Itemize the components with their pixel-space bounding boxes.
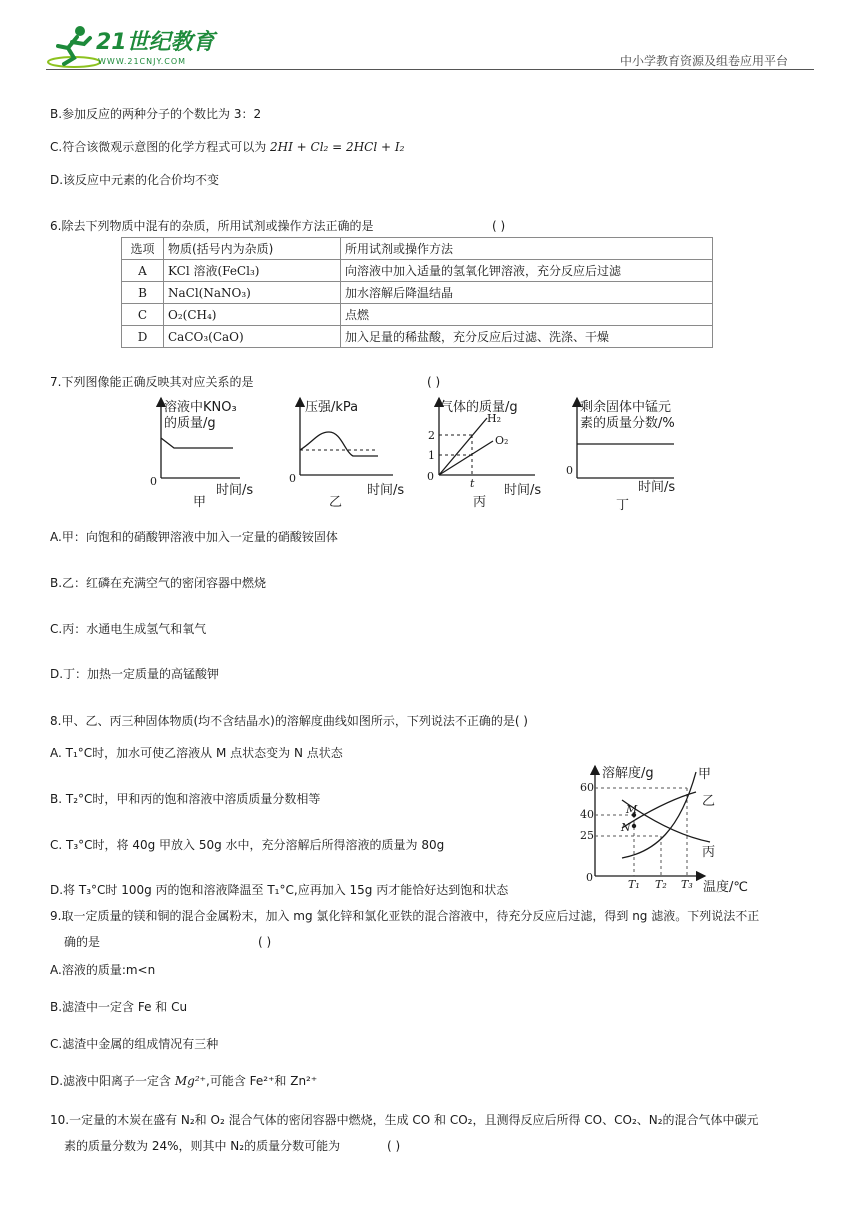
q9-option-d-text: D.滤液中阳离子一定含 (50, 1074, 175, 1088)
graph-caption: 乙 (329, 495, 343, 510)
origin-label: 0 (289, 472, 296, 485)
x-tick-label: T₁ (628, 878, 640, 891)
q8-option-c: C. T₃°C时，将 40g 甲放入 50g 水中，充分溶解后所得溶液的质量为 80g (50, 838, 445, 852)
y-axis-label: 素的质量分数/% (580, 416, 675, 431)
q9-option-c: C.滤渣中金属的组成情况有三种 (50, 1037, 219, 1051)
q7-answer-paren: ( ) (427, 375, 441, 389)
graph-ding (556, 392, 694, 516)
q9-ion: Mg²⁺ (174, 1074, 206, 1088)
x-axis-label: 温度/℃ (703, 880, 748, 895)
table-row (122, 282, 713, 304)
q10-stem-line1: 10.一定量的木炭在盛有 N₂和 O₂ 混合气体的密闭容器中燃烧，生成 CO 和 CO₂，且测得反应后所得 CO、CO₂、N₂的混合气体中碳元 (50, 1113, 759, 1127)
table-header-row (122, 238, 713, 260)
table-header: 所用试剂或操作方法 (341, 238, 713, 260)
q7-option-a: A.甲：向饱和的硝酸钾溶液中加入一定量的硝酸铵固体 (50, 530, 338, 544)
q5-option-d: D.该反应中元素的化合价均不变 (50, 173, 220, 187)
q9-stem-line2: 确的是 (64, 935, 101, 949)
table-cell: 加水溶解后降温结晶 (341, 282, 713, 304)
x-tick-label: T₃ (681, 878, 693, 891)
point-n (632, 824, 636, 828)
runner-logo-icon (44, 22, 104, 70)
y-tick-label: 40 (580, 808, 594, 821)
q9-option-d (50, 1073, 317, 1089)
x-axis-label: 时间/s (367, 483, 405, 498)
logo-url: WWW.21CNJY.COM (98, 57, 187, 66)
series-label: 丙 (702, 845, 716, 860)
table-cell: D (122, 326, 164, 348)
graph-bing (420, 392, 550, 510)
curve (161, 438, 233, 448)
graph-yi (283, 392, 413, 510)
graph-caption: 丙 (473, 495, 487, 510)
series-label: 乙 (702, 794, 716, 809)
series-o2-line (439, 441, 493, 475)
q5-equation: 2HI + Cl₂ = 2HCl + I₂ (270, 140, 405, 154)
origin-label: 0 (150, 475, 157, 488)
table-header: 选项 (122, 238, 164, 260)
point-label: N (621, 821, 631, 834)
graph-jia (140, 392, 255, 510)
y-axis-label: 溶液中KNO₃ (164, 400, 237, 415)
q10-answer-paren: ( ) (387, 1139, 401, 1153)
q9-answer-paren: ( ) (258, 935, 272, 949)
q7-stem: 7.下列图像能正确反映其对应关系的是 (50, 375, 254, 389)
series-label: H₂ (487, 412, 502, 425)
table-cell: C (122, 304, 164, 326)
table-cell: A (122, 260, 164, 282)
x-axis-label: 时间/s (216, 483, 254, 498)
table-row (122, 304, 713, 326)
q8-option-d: D.将 T₃°C时 100g 丙的饱和溶液降温至 T₁°C,应再加入 15g 丙才能恰好达到饱和状态 (50, 883, 509, 897)
point-label: M (626, 803, 638, 816)
table-cell: 点燃 (341, 304, 713, 326)
q8-option-b: B. T₂°C时，甲和丙的饱和溶液中溶质质量分数相等 (50, 792, 321, 806)
table-row (122, 326, 713, 348)
graph-caption: 丁 (616, 498, 630, 513)
q8-stem: 8.甲、乙、丙三种固体物质(均不含结晶水)的溶解度曲线如图所示，下列说法不正确的是( ) (50, 714, 528, 728)
header-divider (46, 69, 814, 70)
table-cell: O₂(CH₄) (164, 304, 341, 326)
q9-option-d-suffix: ,可能含 Fe²⁺和 Zn²⁺ (206, 1074, 318, 1088)
q10-stem-line2: 素的质量分数为 24%，则其中 N₂的质量分数可能为 (64, 1139, 341, 1153)
y-axis-label: 剩余固体中锰元 (580, 400, 672, 415)
q9-option-b: B.滤渣中一定含 Fe 和 Cu (50, 1000, 188, 1014)
q6-stem: 6.除去下列物质中混有的杂质，所用试剂或操作方法正确的是 (50, 219, 374, 233)
series-h2-line (439, 418, 487, 475)
solubility-graph (570, 760, 748, 895)
q5-option-c (50, 139, 404, 155)
table-cell: B (122, 282, 164, 304)
x-axis-label: 时间/s (504, 483, 542, 498)
series-label: O₂ (495, 434, 509, 447)
y-axis-label: 气体的质量/g (440, 400, 518, 415)
curve (300, 432, 378, 456)
origin-label: 0 (566, 464, 573, 477)
q6-answer-paren: ( ) (492, 219, 506, 233)
q7-option-d: D.丁：加热一定质量的高锰酸钾 (50, 667, 220, 681)
x-tick-label: t (470, 477, 475, 490)
y-axis-label: 压强/kPa (305, 400, 359, 415)
q5-option-b: B.参加反应的两种分子的个数比为 3：2 (50, 107, 262, 121)
table-cell: NaCl(NaNO₃) (164, 282, 341, 304)
x-tick-label: T₂ (655, 878, 667, 891)
q6-table (121, 237, 713, 348)
origin-label: 0 (427, 470, 434, 483)
x-axis-label: 时间/s (638, 480, 676, 495)
table-cell: CaCO₃(CaO) (164, 326, 341, 348)
q5-option-c-text: C.符合该微观示意图的化学方程式可以为 (50, 140, 271, 154)
table-cell: 向溶液中加入适量的氢氧化钾溶液，充分反应后过滤 (341, 260, 713, 282)
q9-stem-line1: 9.取一定质量的镁和铜的混合金属粉末，加入 mg 氯化锌和氯化亚铁的混合溶液中，待充分反应后过滤，得到 ng 滤液。下列说法不正 (50, 909, 760, 923)
series-label: 甲 (698, 767, 712, 782)
logo-text: 21世纪教育 (96, 30, 215, 55)
y-axis-label: 的质量/g (164, 416, 216, 431)
platform-name: 中小学教育资源及组卷应用平台 (620, 54, 789, 68)
origin-label: 0 (586, 871, 593, 884)
y-axis-label: 溶解度/g (602, 766, 654, 781)
tick-label: 1 (428, 449, 435, 462)
table-cell: KCl 溶液(FeCl₃) (164, 260, 341, 282)
y-tick-label: 25 (580, 829, 594, 842)
table-cell: 加入足量的稀盐酸，充分反应后过滤、洗涤、干燥 (341, 326, 713, 348)
q9-option-a: A.溶液的质量:m<n (50, 963, 156, 977)
y-tick-label: 60 (580, 781, 594, 794)
table-header: 物质(括号内为杂质) (164, 238, 341, 260)
q7-option-c: C.丙：水通电生成氢气和氧气 (50, 622, 207, 636)
graph-caption: 甲 (193, 495, 207, 510)
q7-option-b: B.乙：红磷在充满空气的密闭容器中燃烧 (50, 576, 267, 590)
table-row (122, 260, 713, 282)
q8-option-a: A. T₁°C时，加水可使乙溶液从 M 点状态变为 N 点状态 (50, 746, 343, 760)
tick-label: 2 (428, 429, 435, 442)
